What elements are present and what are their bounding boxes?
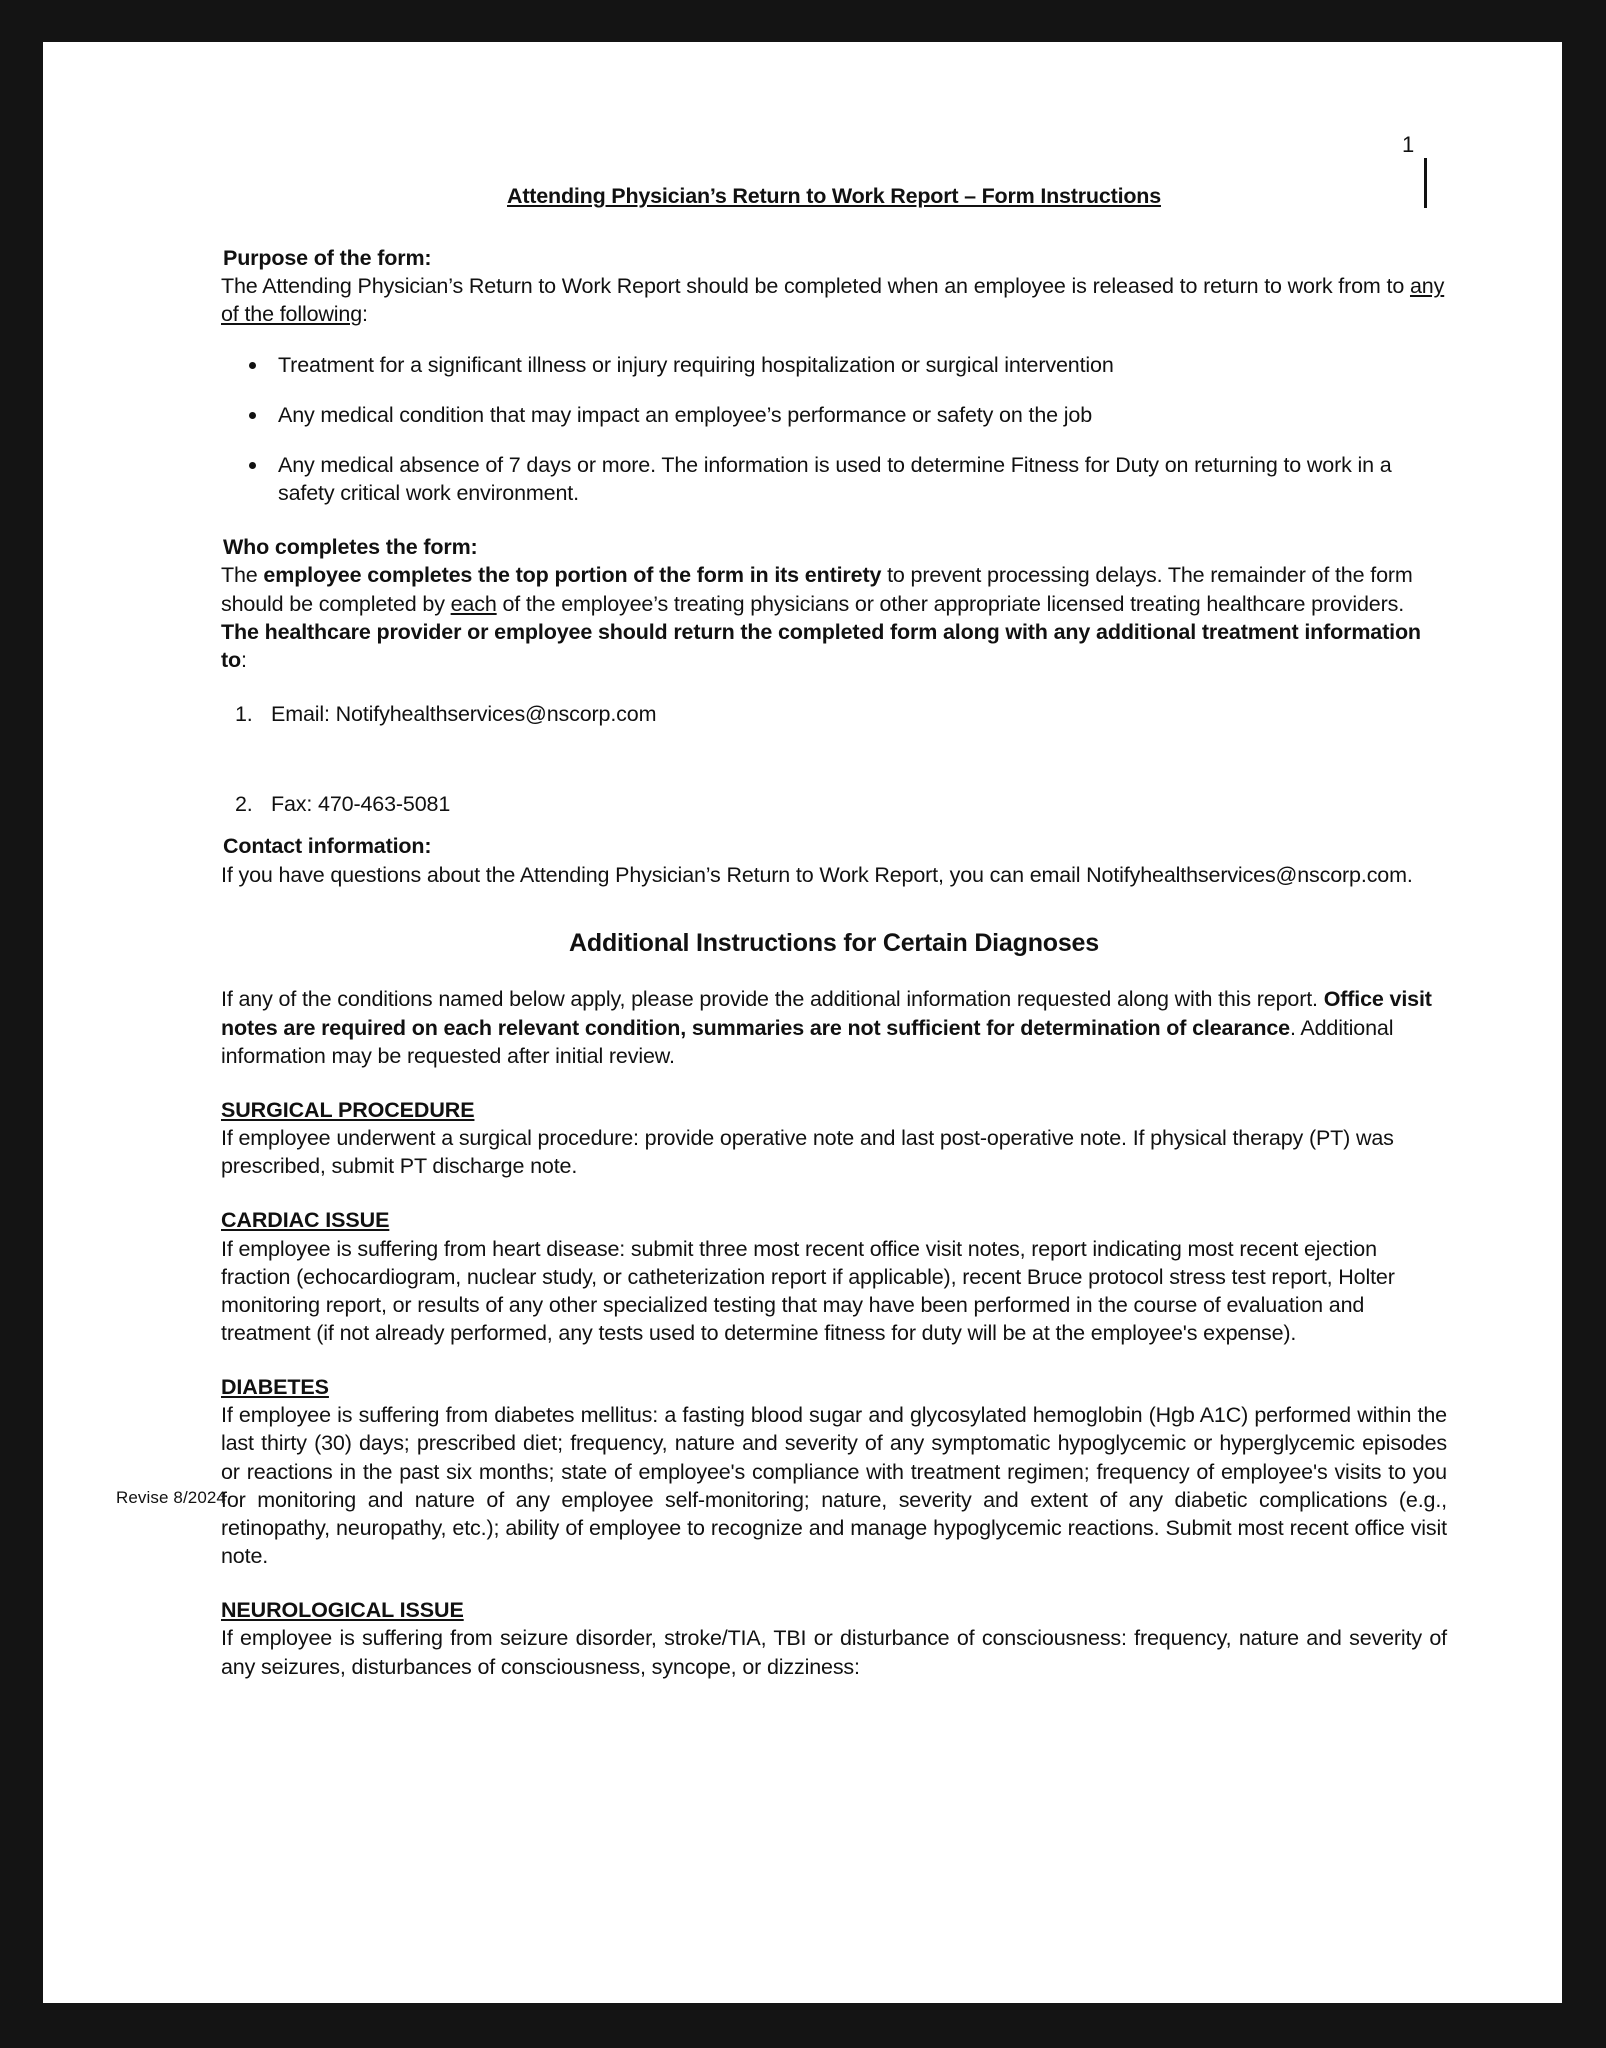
additional-intro-text-1: If any of the conditions named below apply, please provide the additional information requested along with this report. xyxy=(221,987,1324,1012)
who-text-1: The xyxy=(221,563,264,588)
list-item xyxy=(221,790,1447,818)
purpose-intro-text-1: The Attending Physician’s Return to Work Report should be completed when an employee is released to return to work from to xyxy=(221,274,1410,299)
who-text-4: : xyxy=(241,647,247,672)
who-text-2: to prevent processing delays. The remainder of the form should be completed by xyxy=(221,563,1413,616)
bullet-dot-icon xyxy=(249,462,256,469)
diagnosis-heading-neurological-issue: NEUROLOGICAL ISSUE xyxy=(221,1598,464,1623)
additional-instructions-heading: Additional Instructions for Certain Diagnoses xyxy=(569,928,1099,957)
diagnosis-heading-cardiac-issue: CARDIAC ISSUE xyxy=(221,1208,390,1233)
purpose-intro-paragraph xyxy=(221,272,1447,328)
page-number: 1 xyxy=(1402,132,1415,157)
return-method-fax: Fax: 470-463-5081 xyxy=(271,792,451,817)
bullet-dot-icon xyxy=(249,412,256,419)
diagnosis-body-surgical-procedure: If employee underwent a surgical procedure: provide operative note and last post-operative note. If physical therapy (PT) was prescribed, submit PT discharge note. xyxy=(221,1126,1394,1179)
document-text-body xyxy=(221,182,1447,1681)
additional-intro-bold: Office visit notes are required on each relevant condition, summaries are not sufficient for determination of clearance xyxy=(221,987,1432,1040)
list-marker: 1. xyxy=(235,702,253,727)
who-completes-paragraph xyxy=(221,561,1447,674)
list-marker: 2. xyxy=(235,792,253,817)
return-method-email: Email: Notifyhealthservices@nscorp.com xyxy=(271,702,657,727)
contact-heading: Contact information: xyxy=(223,834,432,859)
purpose-intro-text-2: : xyxy=(362,302,368,327)
who-text-3: of the employee’s treating physicians or other appropriate licensed treating healthcare providers. xyxy=(496,591,1405,616)
list-item xyxy=(221,451,1447,507)
list-item xyxy=(221,401,1447,429)
who-bold-2: The healthcare provider or employee should return the completed form along with any additional treatment information to xyxy=(221,619,1421,672)
bullet-text: Any medical condition that may impact an employee’s performance or safety on the job xyxy=(278,402,1092,427)
purpose-intro-underlined: any of the following xyxy=(221,274,1445,327)
additional-intro-text-2: . Additional information may be requested after initial review. xyxy=(221,1015,1394,1068)
list-item xyxy=(221,700,1447,728)
bullet-text: Treatment for a significant illness or injury requiring hospitalization or surgical intervention xyxy=(278,352,1114,377)
return-methods-list xyxy=(221,700,1447,818)
footer-revision-date: Revise 8/2024 xyxy=(116,1488,226,1507)
diagnosis-body-cardiac-issue: If employee is suffering from heart disease: submit three most recent office visit notes, report indicating most recent ejection fraction (echocardiogram, nuclear study, or catheterization report if applicable), recent Bruce protocol stress test report, Holter monitoring report, or results of any other specialized testing that may have been performed in the course of evaluation and treatment (if not already performed, any tests used to determine fitness for duty will be at the employee's expense). xyxy=(221,1236,1395,1345)
bullet-dot-icon xyxy=(249,362,256,369)
who-completes-heading: Who completes the form: xyxy=(223,535,478,560)
bullet-text: Any medical absence of 7 days or more. The information is used to determine Fitness for Duty on returning to work in a safety critical work environment. xyxy=(278,452,1392,506)
document-page xyxy=(43,42,1562,2003)
page-title: Attending Physician’s Return to Work Report – Form Instructions xyxy=(507,184,1161,208)
purpose-heading: Purpose of the form: xyxy=(223,246,432,271)
diagnosis-body-diabetes: If employee is suffering from diabetes mellitus: a fasting blood sugar and glycosylated hemoglobin (Hgb A1C) performed within the last thirty (30) days; prescribed diet; frequency, nature and severity of any symptomatic hypoglycemic or hyperglycemic episodes or reactions in the past six months; state of employee's compliance with treatment regimen; frequency of employee's visits to you for monitoring and nature of any employee self-monitoring; nature, severity and extent of any diabetic complications (e.g., retinopathy, neuropathy, etc.); ability of employee to recognize and manage hypoglycemic reactions. Submit most recent office visit note. xyxy=(221,1403,1447,1569)
who-bold-1: employee completes the top portion of the form in its entirety xyxy=(263,563,882,588)
additional-intro-paragraph xyxy=(221,985,1447,1069)
diagnosis-heading-diabetes: DIABETES xyxy=(221,1375,329,1400)
contact-paragraph: If you have questions about the Attending Physician’s Return to Work Report, you can email Notifyhealthservices@nscorp.com. xyxy=(221,862,1413,887)
purpose-bullet-list xyxy=(221,351,1447,508)
diagnosis-heading-surgical-procedure: SURGICAL PROCEDURE xyxy=(221,1097,475,1122)
who-underline-each: each xyxy=(450,591,497,616)
diagnosis-body-neurological-issue: If employee is suffering from seizure disorder, stroke/TIA, TBI or disturbance of consciousness: frequency, nature and severity of any seizures, disturbances of consciousness, syncope, or dizziness: xyxy=(221,1626,1447,1679)
list-item xyxy=(221,351,1447,379)
